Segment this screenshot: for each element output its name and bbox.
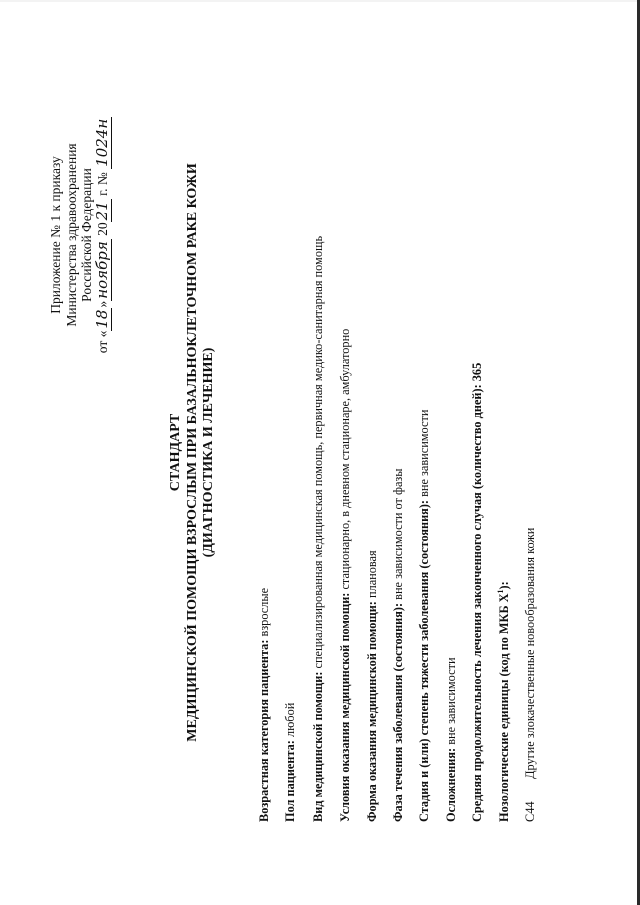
field-nosology-label: Нозологические единицы (код по МКБ X xyxy=(497,593,511,822)
title-subtitle: (ДИАГНОСТИКА И ЛЕЧЕНИЕ) xyxy=(201,347,216,558)
field-phase-value: вне зависимости от фазы xyxy=(391,468,405,600)
field-stage-value: вне зависимости xyxy=(417,409,431,497)
appendix-line-2: Министерства здравоохранения xyxy=(63,143,79,327)
field-sex-label: Пол пациента: xyxy=(283,740,297,822)
field-conditions-label: Условия оказания медицинской помощи: xyxy=(338,592,352,822)
year-suffix-handwritten: 21 xyxy=(92,201,111,221)
date-month-handwritten: ноября xyxy=(92,241,111,299)
field-sex-value: любой xyxy=(283,702,297,738)
field-duration xyxy=(470,363,484,822)
date-day-handwritten: 18 xyxy=(92,309,111,329)
order-number-label: г. № xyxy=(94,172,110,196)
title-standard: СТАНДАРТ xyxy=(168,413,183,492)
field-sex xyxy=(283,703,297,822)
title-main: МЕДИЦИНСКОЙ ПОМОЩИ ВЗРОСЛЫМ ПРИ БАЗАЛЬНОКЛЕТОЧНОМ РАКЕ КОЖИ xyxy=(184,163,200,742)
field-conditions xyxy=(338,329,352,822)
field-nosology-end: ): xyxy=(497,581,511,590)
field-nosology-footnote: 1 xyxy=(495,589,505,594)
appendix-line-3: Российской Федерации xyxy=(79,168,94,302)
field-care-type-value: специализированная медицинская помощь, первичная медико-санитарная помощь xyxy=(311,235,325,669)
field-duration-label: Средняя продолжительность лечения законченного случая (количество дней): xyxy=(470,384,484,822)
field-age-label: Возрастная категория пациента: xyxy=(257,639,271,822)
field-nosology xyxy=(497,581,511,822)
field-conditions-value: стационарно, в дневном стационаре, амбулаторно xyxy=(338,328,352,590)
field-form xyxy=(365,550,379,822)
icd-description: Другие злокачественные новообразования кожи xyxy=(523,527,537,779)
appendix-block xyxy=(48,35,110,435)
field-age xyxy=(257,588,271,822)
field-complications xyxy=(444,657,458,822)
field-phase-label: Фаза течения заболевания (состояния): xyxy=(391,602,405,822)
document-title xyxy=(168,40,218,865)
field-form-value: плановая xyxy=(365,550,379,599)
field-form-label: Форма оказания медицинской помощи: xyxy=(365,601,379,822)
order-number-handwritten: 1024н xyxy=(92,118,111,167)
field-stage-label: Стадия и (или) степень тяжести заболевания (состояния): xyxy=(417,499,431,822)
icd-code-row xyxy=(523,528,537,822)
date-quote-close: » xyxy=(94,300,110,308)
field-phase xyxy=(391,468,405,822)
appendix-line-1: Приложение № 1 к приказу xyxy=(48,156,63,314)
year-prefix: 20 xyxy=(94,222,110,236)
date-prefix: от « xyxy=(94,330,110,354)
icd-code: С44 xyxy=(523,801,537,822)
field-care-type xyxy=(311,236,325,822)
field-care-type-label: Вид медицинской помощи: xyxy=(311,671,325,822)
field-age-value: взрослые xyxy=(257,587,271,637)
field-complications-label: Осложнения: xyxy=(444,747,458,822)
appendix-date-line xyxy=(92,35,111,435)
field-complications-value: вне зависимости xyxy=(444,657,458,745)
field-duration-value: 365 xyxy=(470,362,484,382)
field-stage xyxy=(417,410,431,822)
